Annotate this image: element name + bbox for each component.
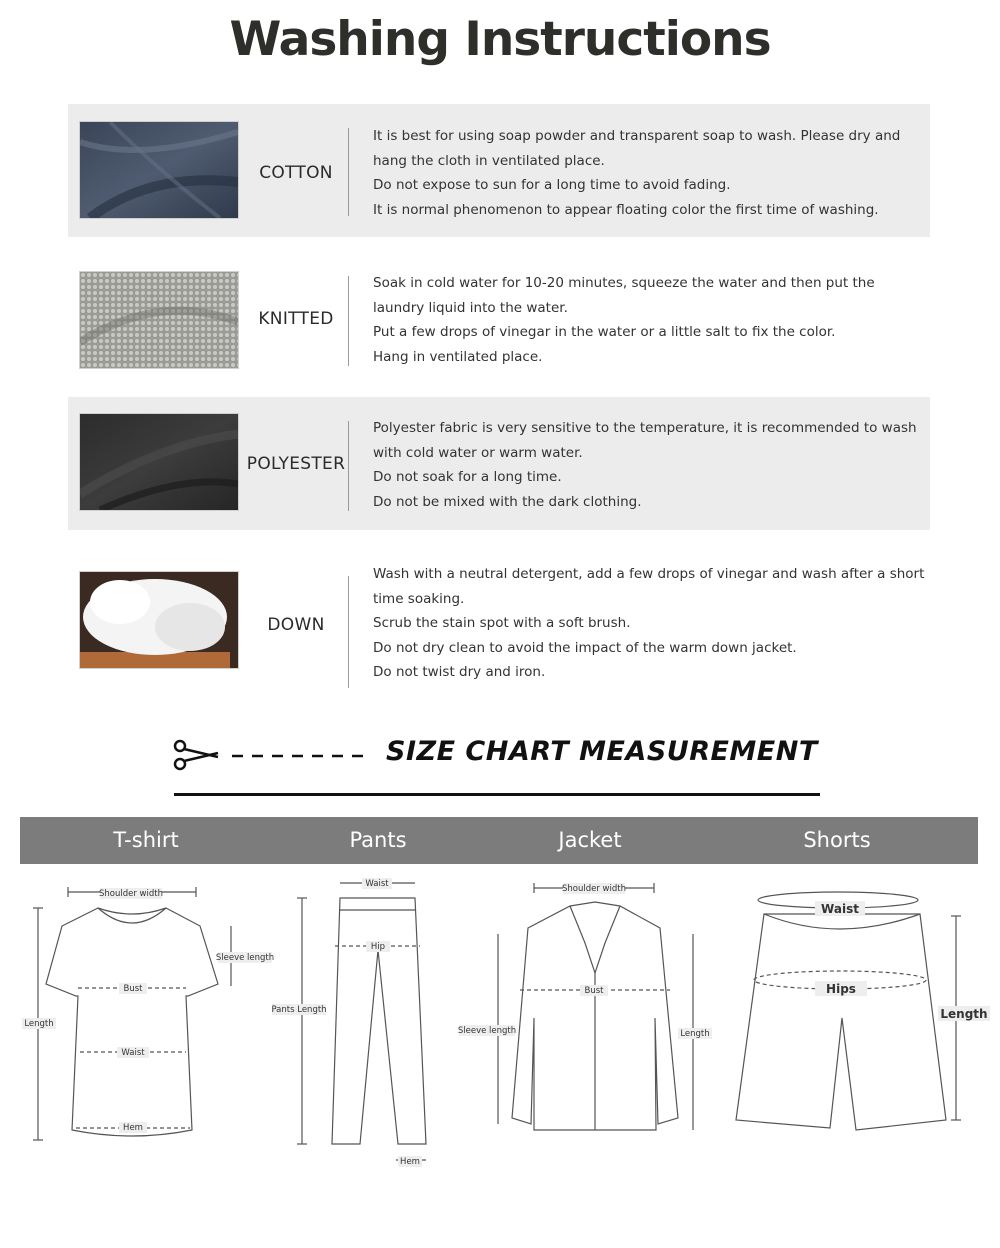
label-hem: Hem [123, 1123, 143, 1133]
divider [348, 421, 349, 511]
tab-pants: Pants [349, 828, 407, 852]
instruction-line: Polyester fabric is very sensitive to the temperature, it is recommended to wash with cold water or warm water. [373, 420, 917, 461]
fabric-instructions [373, 562, 925, 685]
instruction-line: Do not be mixed with the dark clothing. [373, 493, 642, 510]
fabric-row-knitted [68, 252, 930, 385]
label-length: Length [940, 1007, 988, 1021]
label-bust: Bust [123, 984, 143, 994]
tshirt-diagram [33, 887, 231, 1140]
pants-diagram [297, 883, 426, 1160]
label-bust: Bust [584, 986, 604, 996]
tab-shorts: Shorts [803, 828, 871, 852]
instruction-line: Scrub the stain spot with a soft brush. [373, 615, 631, 631]
fabric-name: POLYESTER [246, 454, 346, 474]
label-waist: Waist [121, 1048, 145, 1058]
label-sleeve-length: Sleeve length [215, 953, 275, 963]
garment-tab-bar [20, 817, 978, 864]
label-shoulder-width: Shoulder width [99, 889, 163, 899]
instruction-line: It is best for using soap powder and transparent soap to wash. Please dry and hang the cloth in ventilated place. [373, 128, 901, 169]
tab-jacket: Jacket [558, 828, 622, 852]
label-length: Length [24, 1019, 54, 1029]
size-diagrams [0, 868, 1000, 1178]
instruction-line: Do not soak for a long time. [373, 469, 562, 485]
jacket-diagram [498, 883, 693, 1130]
fabric-instructions [373, 124, 925, 222]
fabric-row-polyester [68, 397, 930, 530]
label-sleeve-length: Sleeve length [457, 1026, 517, 1036]
instruction-line: Do not twist dry and iron. [373, 664, 546, 680]
fabric-row-down [68, 548, 930, 693]
fabric-name: COTTON [259, 163, 333, 183]
heading-underline [174, 793, 820, 796]
instruction-line: Soak in cold water for 10-20 minutes, squeeze the water and then put the laundry liquid into the water. [373, 275, 875, 316]
tab-tshirt: T-shirt [113, 828, 179, 852]
divider [348, 576, 349, 688]
label-waist: Waist [365, 879, 389, 889]
label-waist: Waist [821, 902, 859, 916]
cotton-fabric-swatch [79, 121, 239, 219]
instruction-line: Put a few drops of vinegar in the water or a little salt to fix the color. [373, 324, 836, 340]
label-hip: Hip [370, 942, 386, 952]
scissors-icon [172, 738, 372, 774]
shorts-diagram [736, 892, 961, 1130]
instruction-line: Do not expose to sun for a long time to avoid fading. [373, 177, 731, 193]
divider [348, 128, 349, 216]
fabric-row-cotton [68, 104, 930, 237]
fabric-instructions [373, 416, 925, 514]
label-length: Length [680, 1029, 710, 1039]
fabric-name: DOWN [267, 615, 325, 635]
knitted-fabric-swatch [79, 271, 239, 369]
label-pants-length: Pants Length [271, 1005, 327, 1015]
label-shoulder-width: Shoulder width [562, 884, 626, 894]
size-chart-heading: SIZE CHART MEASUREMENT [386, 736, 818, 767]
polyester-fabric-swatch [79, 413, 239, 511]
page-title: Washing Instructions [229, 12, 771, 67]
instruction-line: Wash with a neutral detergent, add a few drops of vinegar and wash after a short time soaking. [373, 566, 925, 607]
label-hem: Hem [400, 1157, 420, 1167]
down-feather-swatch [79, 571, 239, 669]
instruction-line: Do not dry clean to avoid the impact of the warm down jacket. [373, 639, 797, 656]
label-hips: Hips [826, 982, 856, 996]
fabric-instructions [373, 271, 925, 369]
divider [348, 276, 349, 366]
fabric-name: KNITTED [258, 309, 334, 329]
instruction-line: Hang in ventilated place. [373, 348, 543, 365]
instruction-line: It is normal phenomenon to appear floating color the first time of washing. [373, 201, 879, 218]
